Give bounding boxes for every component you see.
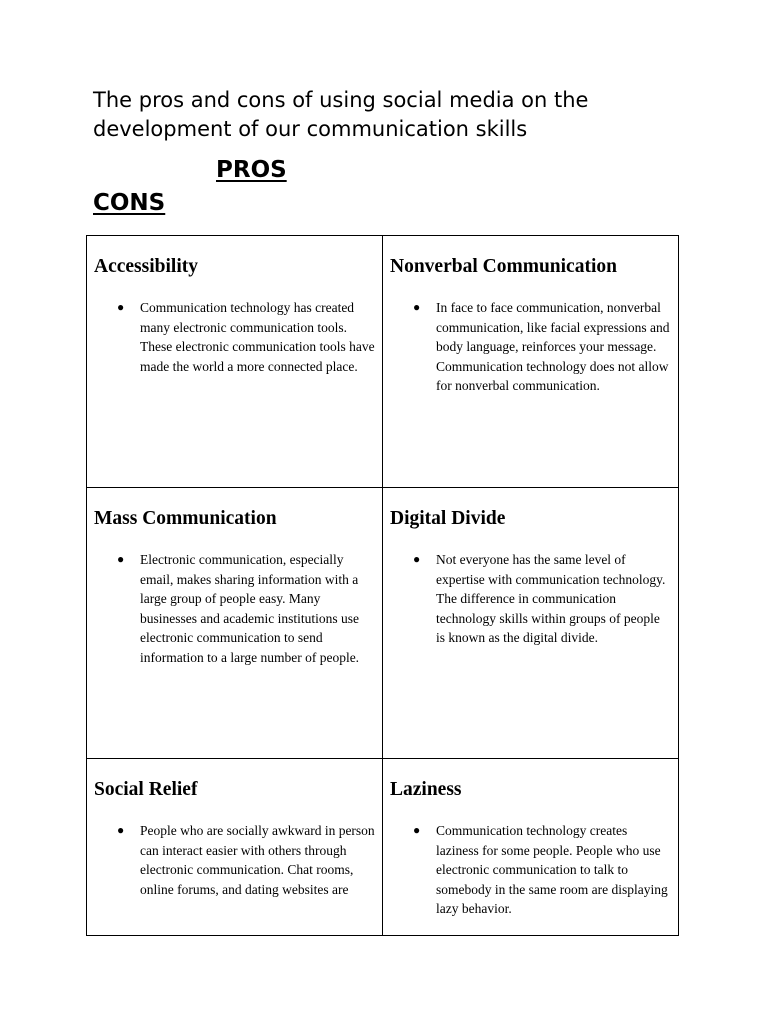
bullet-list — [94, 298, 376, 376]
pros-cell-social-relief — [87, 759, 383, 936]
bullet-list — [390, 821, 672, 919]
pros-cell-mass-communication — [87, 488, 383, 759]
cell-text: Electronic communication, especially email, makes sharing information with a large group of people easy. Many businesses and academic institutions use electronic communication to send information to a large number of people. — [140, 552, 360, 665]
cell-title: Laziness — [390, 779, 462, 800]
bullet-list — [94, 550, 376, 667]
cons-cell-laziness — [383, 759, 679, 936]
bullet-icon: ● — [117, 300, 125, 314]
list-item — [117, 821, 376, 899]
list-item — [413, 550, 672, 648]
cell-text: In face to face communication, nonverbal communication, like facial expressions and body language, reinforces your message. Communication technology does not allow for nonverbal communication. — [436, 300, 670, 393]
cell-title: Social Relief — [94, 779, 198, 800]
cons-cell-nonverbal-communication — [383, 236, 679, 488]
cell-text: Not everyone has the same level of expertise with communication technology. The difference in communication technology skills within groups of people is known as the digital divide. — [436, 552, 666, 645]
list-item — [413, 298, 672, 396]
cell-title: Accessibility — [94, 256, 198, 277]
cons-heading: CONS — [93, 190, 166, 216]
document-title: The pros and cons of using social media on the development of our communication skills — [93, 88, 589, 141]
bullet-icon: ● — [117, 552, 125, 566]
pros-heading: PROS — [216, 157, 287, 183]
bullet-icon: ● — [413, 300, 421, 314]
pros-cons-table — [86, 235, 679, 936]
cell-text: Communication technology has created many electronic communication tools. These electronic communication tools have made the world a more connected place. — [140, 300, 375, 374]
cell-title: Digital Divide — [390, 508, 506, 529]
list-item — [413, 821, 672, 919]
bullet-icon: ● — [413, 552, 421, 566]
cell-text: People who are socially awkward in person can interact easier with others through electronic communication. Chat rooms, online forums, and dating websites are — [140, 823, 375, 897]
list-item — [117, 298, 376, 376]
table-row — [87, 488, 679, 759]
cell-text: Communication technology creates laziness for some people. People who use electronic communication to talk to somebody in the same room are displaying lazy behavior. — [436, 823, 668, 916]
bullet-list — [390, 550, 672, 648]
bullet-icon: ● — [413, 823, 421, 837]
bullet-list — [94, 821, 376, 899]
cons-cell-digital-divide — [383, 488, 679, 759]
bullet-list — [390, 298, 672, 396]
list-item — [117, 550, 376, 667]
cell-title: Nonverbal Communication — [390, 256, 617, 277]
table-row — [87, 236, 679, 488]
cell-title: Mass Communication — [94, 508, 277, 529]
bullet-icon: ● — [117, 823, 125, 837]
table-row — [87, 759, 679, 936]
pros-cell-accessibility — [87, 236, 383, 488]
